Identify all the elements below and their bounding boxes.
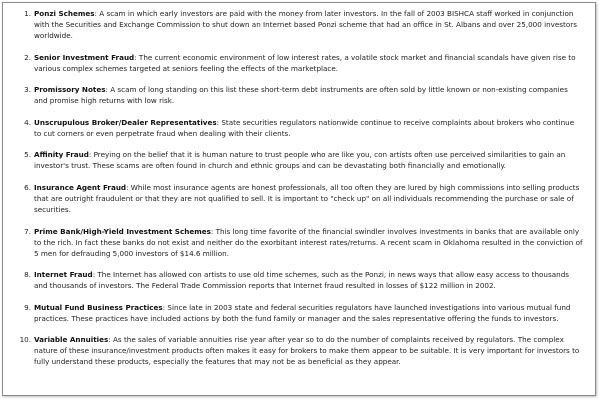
list-item [3,117,596,139]
item-term: Affinity Fraud [34,150,89,160]
item-number: 9. [24,302,31,312]
item-term: Senior Investment Fraud [34,52,135,62]
item-text: : The Internet has allowed con artists to use old time schemes, such as the Ponzi, in news ways that allow easy access to thousands and thousands of investors. The Federal Trade Commission reports that Internet fraud resulted in losses of $122 million in 2002. [34,270,569,291]
item-text: : As the sales of variable annuities rise year after year so to do the number of complaints received by regulators. The complex nature of these insurance/investment products often makes it easy for brokers to make them appear to be suitable. It is very important for investors to fully understand these products, especially the features that may not be as beneficial as they appear. [34,335,580,367]
item-number: 7. [24,226,31,236]
item-number: 1. [24,9,31,18]
item-term: Prime Bank/High-Yield Investment Schemes [34,226,211,236]
document-frame [2,2,596,396]
item-term: Insurance Agent Fraud [34,182,127,192]
list-item [3,334,596,367]
item-text: : State securities regulators nationwide continue to receive complaints about brokers who continue to cut corners or even perpetrate fraud when dealing with their clients. [34,117,575,138]
list-item [3,182,596,215]
item-text: : Since late in 2003 state and federal securities regulators have launched investigations into various mutual fund practices. These practices have included actions by both the fund family or manager and the sales representative offering the funds to investors. [34,302,571,323]
list-item [3,302,596,324]
item-number: 2. [24,52,31,62]
item-text: : Preying on the belief that it is human nature to trust people who are like you, con artists often use perceived similarities to gain an investor's trust. These scams are often found in church and ethnic groups and can be devastating both financially and emotionally. [34,150,566,171]
item-term: Internet Fraud [34,270,93,280]
item-number: 4. [24,117,31,127]
item-term: Ponzi Schemes [34,9,95,18]
item-number: 10. [19,335,31,345]
item-number: 8. [24,270,31,280]
list-item [3,149,596,171]
item-term: Variable Annuities [34,335,109,345]
item-text: : The current economic environment of low interest rates, a volatile stock market and financial scandals have given rise to various complex schemes targeted at seniors feeling the effects of the marketplace. [34,52,576,73]
item-number: 3. [24,85,31,95]
item-term: Promissory Notes [34,85,106,95]
item-number: 6. [24,182,31,192]
item-text: : A scam of long standing on this list these short-term debt instruments are often sold by little known or non-existing companies and promise high returns with low risk. [34,85,568,106]
list-item [3,8,596,41]
fraud-list [3,8,596,378]
item-text: : While most insurance agents are honest professionals, all too often they are lured by high commissions into selling products that are outright fraudulent or that they are not qualified to sell. It is important to "check up" on all individuals recommending the purchase or sale of securities. [34,182,580,214]
list-item [3,226,596,259]
list-item [3,52,596,74]
list-item [3,84,596,106]
item-text: : A scam in which early investors are paid with the money from later investors. In the fall of 2003 BISHCA staff worked in conjunction with the Securities and Exchange Commission to shut down an Internet based Ponzi scheme that had an office in St. Albans and over 25,000 investors worldwide. [34,9,577,40]
item-term: Mutual Fund Business Practices [34,302,163,312]
list-item [3,269,596,291]
item-term: Unscrupulous Broker/Dealer Representatives [34,117,217,127]
item-text: : This long time favorite of the financial swindler involves investments in banks that are available only to the rich. In fact these banks do not exist and neither do the exorbitant interest rates/returns. A recent scam in Oklahoma resulted in the conviction of 5 men for defrauding 5,000 investors of $14.6 million. [34,226,583,258]
item-number: 5. [24,150,31,160]
